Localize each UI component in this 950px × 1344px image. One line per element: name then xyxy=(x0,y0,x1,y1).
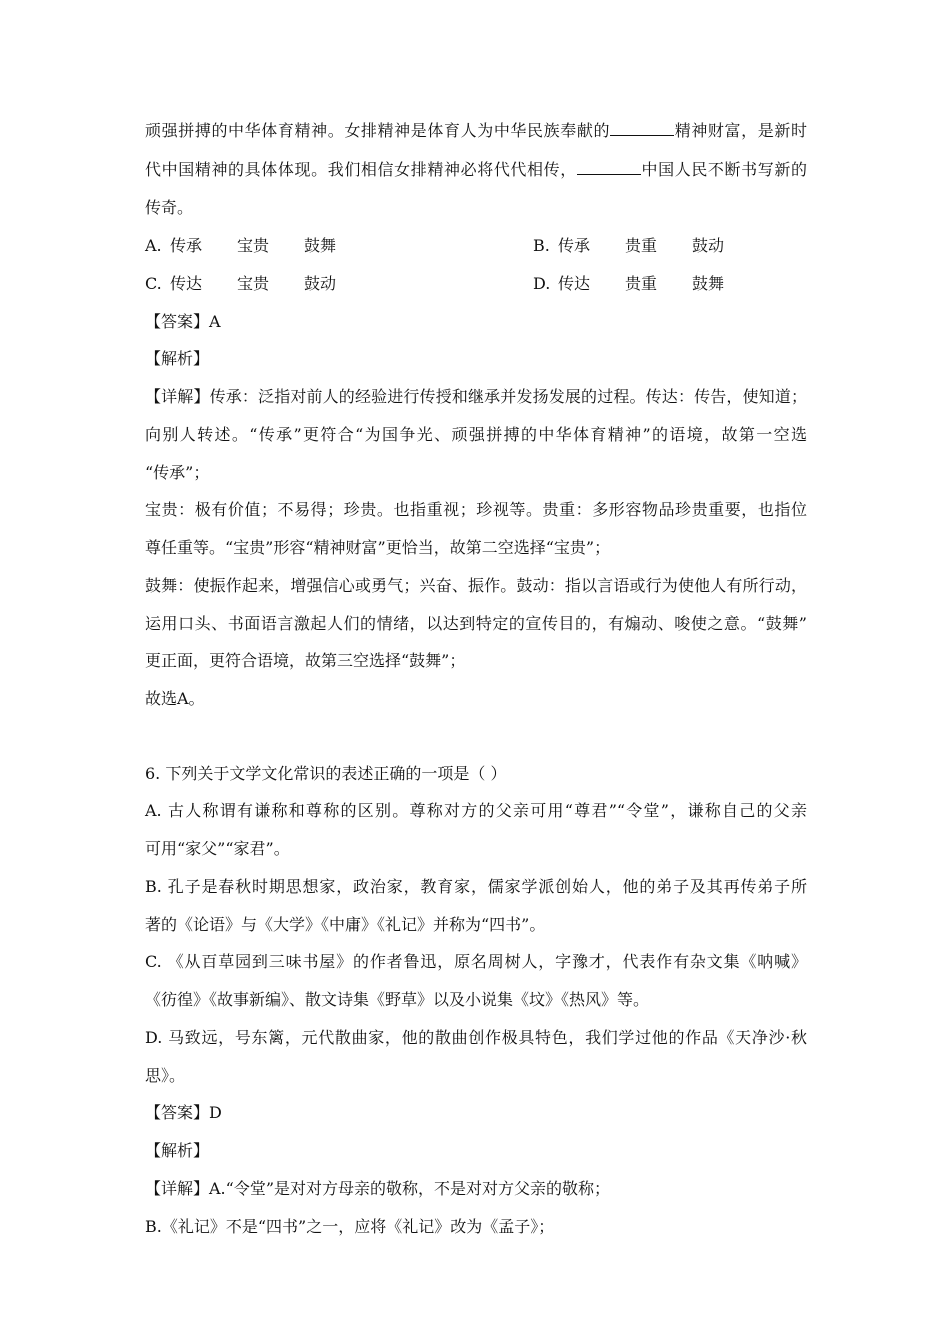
fill-blank-2 xyxy=(577,160,641,175)
q5-detail-line: 鼓舞：使振作起来，增强信心或勇气；兴奋、振作。鼓动：指以言语或行为使他人有所行动， xyxy=(145,576,807,595)
q5-stem-text: 中国人民不断书写新的 xyxy=(640,160,807,179)
q6-option-line: C. 《从百草园到三味书屋》的作者鲁迅，原名周树人，字豫才，代表作有杂文集《呐喊》 xyxy=(145,952,807,971)
q5-stem-line-3: 传奇。 xyxy=(145,198,194,217)
option-d-word-2: 贵重 xyxy=(625,274,658,293)
q6-option-line: D. 马致远，号东篱，元代散曲家，他的散曲创作极具特色，我们学过他的作品《天净沙·秋 xyxy=(145,1028,807,1047)
q5-stem-line-1 xyxy=(145,121,807,141)
q6-answer: 【答案】D xyxy=(145,1103,222,1122)
q6-option-line: 《彷徨》《故事新编》、散文诗集《野草》以及小说集《坟》《热风》等。 xyxy=(145,990,650,1009)
option-c-word-3: 鼓动 xyxy=(304,274,337,293)
option-b-word-2: 贵重 xyxy=(625,236,658,255)
q5-detail-line: “传承”； xyxy=(145,463,210,482)
q5-stem-text: 精神财富，是新时 xyxy=(674,121,807,140)
option-a-word-2: 宝贵 xyxy=(237,236,270,255)
q6-option-line: B. 孔子是春秋时期思想家，政治家，教育家，儒家学派创始人，他的弟子及其再传弟子所 xyxy=(145,877,807,896)
q6-question: 6. 下列关于文学文化常识的表述正确的一项是（ ） xyxy=(145,764,507,783)
option-a-word-3: 鼓舞 xyxy=(304,236,337,255)
option-b-letter: B. xyxy=(533,236,550,255)
q5-detail-line: 运用口头、书面语言激起人们的情绪，以达到特定的宣传目的，有煽动、唆使之意。“鼓舞” xyxy=(145,614,807,633)
q5-detail-line: 更正面，更符合语境，故第三空选择“鼓舞”； xyxy=(145,651,466,670)
q5-stem-text: 顽强拼搏的中华体育精神。女排精神是体育人为中华民族奉献的 xyxy=(145,121,611,140)
option-b-word-1: 传承 xyxy=(558,236,591,255)
q5-stem-text: 代中国精神的具体体现。我们相信女排精神必将代代相传， xyxy=(145,160,577,179)
option-d-word-3: 鼓舞 xyxy=(692,274,725,293)
option-a-letter: A. xyxy=(145,236,162,255)
option-c-word-1: 传达 xyxy=(170,274,203,293)
q6-detail-line: 【详解】A.“令堂”是对对方母亲的敬称，不是对对方父亲的敬称； xyxy=(145,1179,611,1198)
option-d-word-1: 传达 xyxy=(558,274,591,293)
q5-analysis-label: 【解析】 xyxy=(145,349,210,368)
q5-detail-line: 宝贵：极有价值；不易得；珍贵。也指重视；珍视等。贵重：多形容物品珍贵重要，也指位 xyxy=(145,500,807,519)
option-b-word-3: 鼓动 xyxy=(692,236,725,255)
q5-detail-line: 尊任重等。“宝贵”形容“精神财富”更恰当，故第二空选择“宝贵”； xyxy=(145,538,611,557)
option-a-word-1: 传承 xyxy=(170,236,203,255)
q6-option-line: 可用“家父”“家君”。 xyxy=(145,839,290,858)
q5-detail-line: 向别人转述。“传承”更符合“为国争光、顽强拼搏的中华体育精神”的语境，故第一空选 xyxy=(145,425,807,444)
q6-analysis-label: 【解析】 xyxy=(145,1141,210,1160)
option-d-letter: D. xyxy=(533,274,551,293)
q5-stem-line-2 xyxy=(145,160,807,180)
q5-detail-line: 【详解】传承：泛指对前人的经验进行传授和继承并发扬发展的过程。传达：传告，使知道； xyxy=(145,387,807,406)
q5-conclusion: 故选A。 xyxy=(145,689,205,708)
fill-blank-1 xyxy=(610,121,674,136)
option-c-word-2: 宝贵 xyxy=(237,274,270,293)
q6-option-line: A. 古人称谓有谦称和尊称的区别。尊称对方的父亲可用“尊君”“令堂”，谦称自己的父亲 xyxy=(145,801,807,820)
q5-answer: 【答案】A xyxy=(145,312,221,331)
q6-option-line: 著的《论语》与《大学》《中庸》《礼记》并称为“四书”。 xyxy=(145,915,546,934)
q6-detail-line: B.《礼记》不是“四书”之一，应将《礼记》改为《孟子》； xyxy=(145,1217,555,1236)
option-c-letter: C. xyxy=(145,274,162,293)
q6-option-line: 思》。 xyxy=(145,1066,186,1085)
